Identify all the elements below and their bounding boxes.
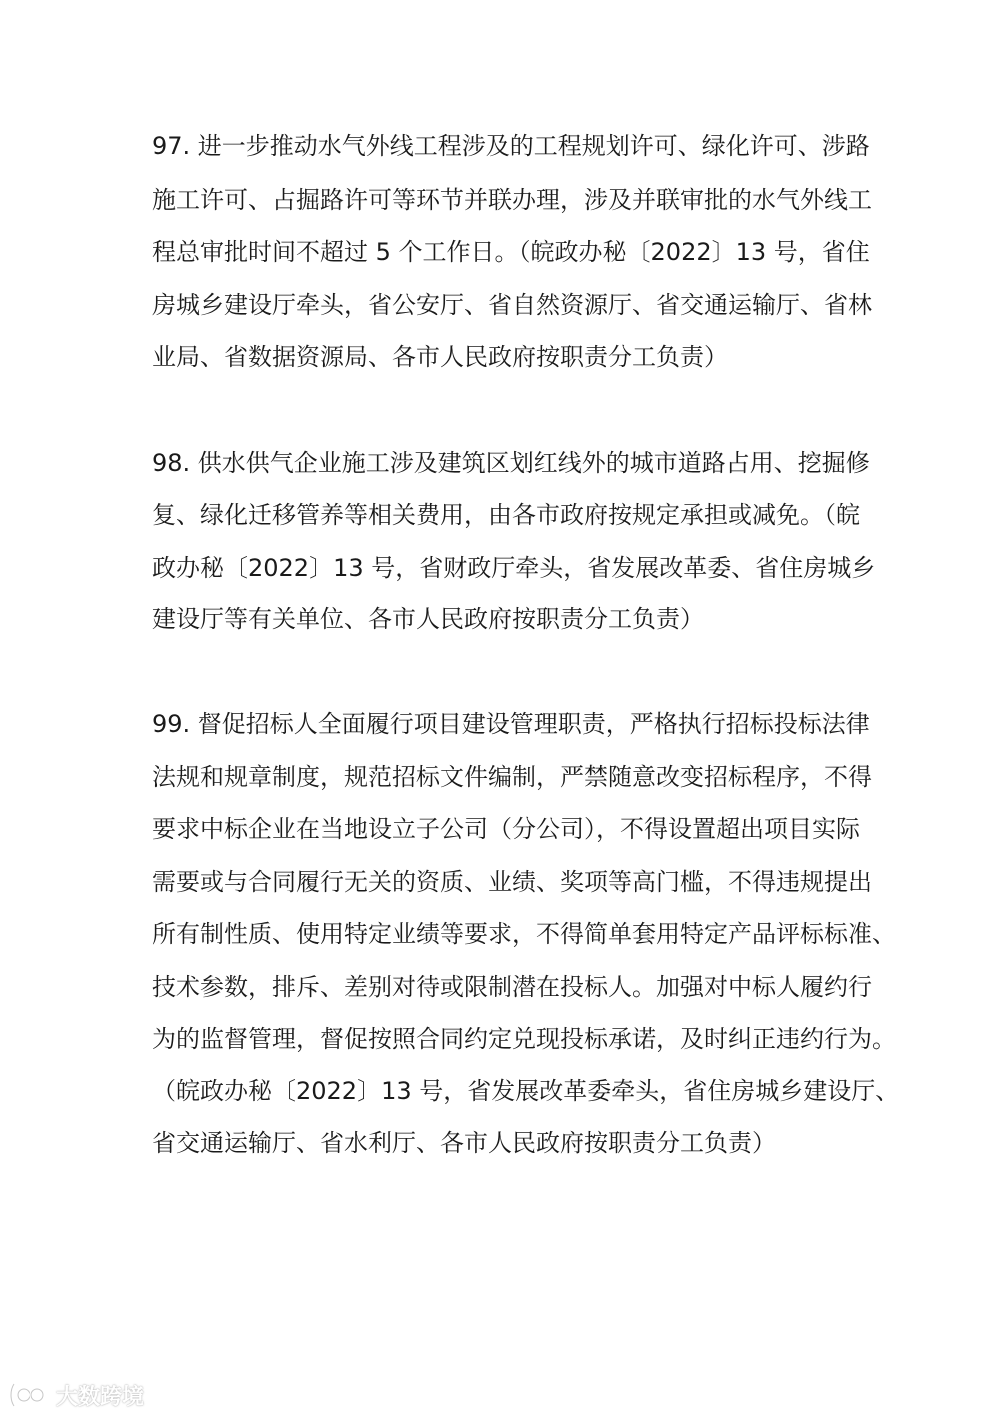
paragraph-line: 政办秘〔2022〕13 号，省财政厅牵头，省发展改革委、省住房城乡 xyxy=(152,554,876,582)
paragraph-line: 业局、省数据资源局、各市人民政府按职责分工负责） xyxy=(152,343,728,371)
paragraph-line: （皖政办秘〔2022〕13 号，省发展改革委牵头，省住房城乡建设厅、 xyxy=(152,1077,900,1105)
paragraph-line: 技术参数，排斥、差别对待或限制潜在投标人。加强对中标人履约行 xyxy=(152,973,872,1001)
paragraph-line: 法规和规章制度，规范招标文件编制，严禁随意改变招标程序，不得 xyxy=(152,763,872,791)
paragraph-line: 所有制性质、使用特定业绩等要求，不得简单套用特定产品评标标准、 xyxy=(152,920,896,948)
paragraph-line: 99. 督促招标人全面履行项目建设管理职责，严格执行招标投标法律 xyxy=(152,710,870,738)
watermark xyxy=(8,1378,144,1412)
paragraph-line: 要求中标企业在当地设立子公司（分公司），不得设置超出项目实际 xyxy=(152,815,860,843)
paragraph-line: 为的监督管理，督促按照合同约定兑现投标承诺，及时纠正违约行为。 xyxy=(152,1025,896,1053)
watermark-text: 大数跨境 xyxy=(56,1384,145,1410)
paragraph-line: 97. 进一步推动水气外线工程涉及的工程规划许可、绿化许可、涉路 xyxy=(152,132,870,160)
paragraph-line: 房城乡建设厅牵头，省公安厅、省自然资源厅、省交通运输厅、省林 xyxy=(152,291,872,319)
brand-logo-icon xyxy=(8,1380,50,1410)
paragraph-line: 省交通运输厅、省水利厅、各市人民政府按职责分工负责） xyxy=(152,1129,776,1157)
paragraph-line: 需要或与合同履行无关的资质、业绩、奖项等高门槛，不得违规提出 xyxy=(152,868,872,896)
paragraph-line: 复、绿化迁移管养等相关费用，由各市政府按规定承担或减免。（皖 xyxy=(152,501,860,529)
paragraph-line: 98. 供水供气企业施工涉及建筑区划红线外的城市道路占用、挖掘修 xyxy=(152,449,870,477)
paragraph-line: 施工许可、占掘路许可等环节并联办理，涉及并联审批的水气外线工 xyxy=(152,186,872,214)
paragraph-line: 建设厅等有关单位、各市人民政府按职责分工负责） xyxy=(152,605,704,633)
paragraph-line: 程总审批时间不超过 5 个工作日。（皖政办秘〔2022〕13 号，省住 xyxy=(152,238,870,266)
